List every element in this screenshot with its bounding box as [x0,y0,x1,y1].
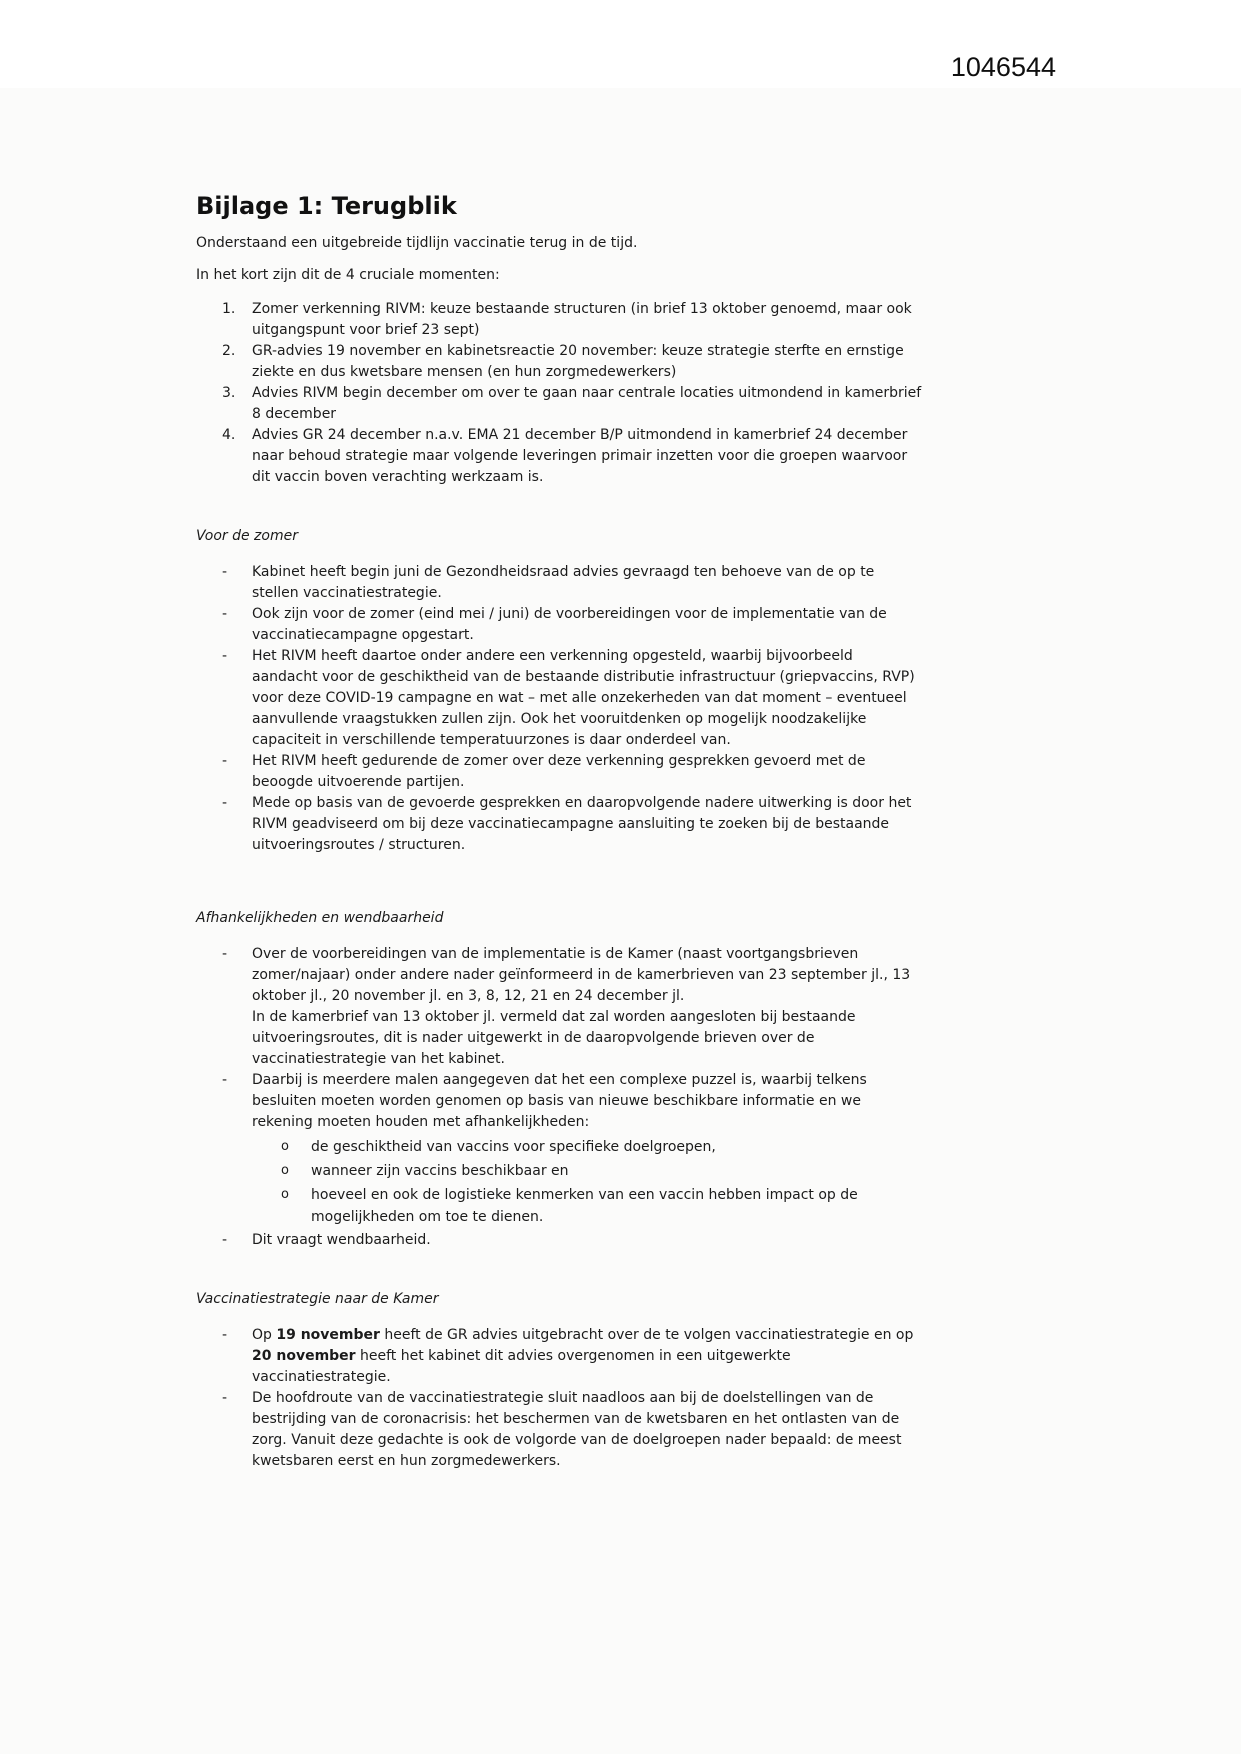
bullet-text: Kabinet heeft begin juni de Gezondheidsraad advies gevraagd ten behoeve van de op te stellen vaccinatiestrategie. [252,564,875,601]
bullet-item [196,1388,922,1472]
bullet-item [196,646,922,751]
sub-bullet-marker: o [281,1187,289,1202]
numbered-list [196,299,922,488]
list-number: 1. [222,301,236,317]
bullet-marker: - [222,795,228,811]
bullet-item [196,944,922,1070]
intro-paragraph-1: Onderstaand een uitgebreide tijdlijn vaccinatie terug in de tijd. [196,235,638,251]
bullet-marker: - [222,606,228,622]
bullet-marker: - [222,946,228,962]
sub-bullet-text: hoeveel en ook de logistieke kenmerken van een vaccin hebben impact op de mogelijkheden om toe te dienen. [311,1187,858,1225]
bold-date-19-november: 19 november [276,1327,380,1343]
sub-bullet-item [252,1160,922,1182]
bullet-text [252,1070,922,1230]
bullet-paragraph-1: Over de voorbereidingen van de implementatie is de Kamer (naast voortgangsbrieven zomer/najaar) onder andere nader geïnformeerd in de kamerbrieven van 23 september jl., 13 oktober jl., 20 november jl. en 3, 8, 12, 21 en 24 december jl. [252,946,911,1004]
bullet-marker: - [222,1232,228,1248]
bullet-marker: - [222,1390,228,1406]
section-heading-vaccinatiestrategie: Vaccinatiestrategie naar de Kamer [196,1291,439,1307]
bullet-text [252,1325,922,1388]
bullet-item [196,1070,922,1230]
bullet-paragraph: Daarbij is meerdere malen aangegeven dat het een complexe puzzel is, waarbij telkens besluiten moeten worden genomen op basis van nieuwe beschikbare informatie en we rekening moeten houden met afhankelijkheden: [252,1072,867,1130]
bullet-marker: - [222,1072,228,1088]
list-number: 2. [222,343,236,359]
numbered-item-text: Advies RIVM begin december om over te gaan naar centrale locaties uitmondend in kamerbrief 8 december [252,385,922,422]
page-title: Bijlage 1: Terugblik [196,192,457,220]
sub-bullet-marker: o [281,1139,289,1154]
bullet-text: Ook zijn voor de zomer (eind mei / juni) de voorbereidingen voor de implementatie van de vaccinatiecampagne opgestart. [252,606,887,643]
bullet-marker: - [222,753,228,769]
numbered-item [196,299,922,341]
bullet-text: Dit vraagt wendbaarheid. [252,1232,431,1248]
intro-paragraph-2: In het kort zijn dit de 4 cruciale momenten: [196,267,500,283]
numbered-item [196,425,922,488]
document-number: 1046544 [950,52,1056,82]
text-segment: Op [252,1327,277,1343]
bullet-text: De hoofdroute van de vaccinatiestrategie sluit naadloos aan bij de doelstellingen van de bestrijding van de coronacrisis: het beschermen van de kwetsbaren en het ontlasten van de zorg. Vanuit deze gedachte is ook de volgorde van de doelgroepen nader bepaald: de meest kwetsbaren eerst en hun zorgmedewerkers. [252,1390,902,1469]
text-segment: heeft het kabinet dit advies overgenomen in een uitgewerkte vaccinatiestrategie. [252,1348,791,1385]
numbered-item [196,383,922,425]
bullet-text: Het RIVM heeft daartoe onder andere een verkenning opgesteld, waarbij bijvoorbeeld aandacht voor de geschiktheid van de bestaande distributie infrastructuur (griepvaccins, RVP) voor deze COVID-19 campagne en wat – met alle onzekerheden van dat moment – eventueel aanvullende vraagstukken zullen zijn. Ook het vooruitdenken op mogelijk noodzakelijke capaciteit in verschillende temperatuurzones is daar onderdeel van. [252,648,915,748]
bullet-marker: - [222,564,228,580]
sub-bullet-item [252,1184,922,1228]
sub-bullet-text: de geschiktheid van vaccins voor specifieke doelgroepen, [311,1139,716,1155]
sub-bullet-list [252,1136,922,1228]
bullet-list-vaccinatiestrategie [196,1325,922,1472]
bullet-item [196,1230,922,1251]
numbered-item-text: Advies GR 24 december n.a.v. EMA 21 december B/P uitmondend in kamerbrief 24 december naar behoud strategie maar volgende leveringen primair inzetten voor die groepen waarvoor dit vaccin boven verachting werkzaam is. [252,427,908,485]
text-segment: heeft de GR advies uitgebracht over de te volgen vaccinatiestrategie en op [379,1327,914,1343]
list-number: 3. [222,385,236,401]
bullet-item [196,793,922,856]
bullet-text: Het RIVM heeft gedurende de zomer over deze verkenning gesprekken gevoerd met de beoogde uitvoerende partijen. [252,753,866,790]
numbered-item-text: Zomer verkenning RIVM: keuze bestaande structuren (in brief 13 oktober genoemd, maar ook uitgangspunt voor brief 23 sept) [252,301,912,338]
bullet-paragraph-2: In de kamerbrief van 13 oktober jl. vermeld dat zal worden aangesloten bij bestaande uitvoeringsroutes, dit is nader uitgewerkt in de daaropvolgende brieven over de vaccinatiestrategie van het kabinet. [252,1009,856,1067]
bullet-item [196,604,922,646]
bullet-text: Mede op basis van de gevoerde gesprekken en daaropvolgende nadere uitwerking is door het RIVM geadviseerd om bij deze vaccinatiecampagne aansluiting te zoeken bij de bestaande uitvoeringsroutes / structuren. [252,795,912,853]
bullet-item [196,1325,922,1388]
bullet-list-voor-de-zomer [196,562,922,856]
bullet-list-afhankelijkheden [196,944,922,1251]
bullet-marker: - [222,1327,228,1343]
section-heading-voor-de-zomer: Voor de zomer [196,528,298,544]
bullet-marker: - [222,648,228,664]
bullet-item [196,751,922,793]
bullet-text [252,944,922,1070]
sub-bullet-marker: o [281,1163,289,1178]
numbered-item [196,341,922,383]
list-number: 4. [222,427,236,443]
section-heading-afhankelijkheden: Afhankelijkheden en wendbaarheid [196,910,444,926]
bold-date-20-november: 20 november [252,1348,356,1364]
document-content [196,192,922,1472]
sub-bullet-item [252,1136,922,1158]
sub-bullet-text: wanneer zijn vaccins beschikbaar en [311,1163,569,1179]
numbered-item-text: GR-advies 19 november en kabinetsreactie 20 november: keuze strategie sterfte en ernstige ziekte en dus kwetsbare mensen (en hun zorgmedewerkers) [252,343,904,380]
bullet-item [196,562,922,604]
